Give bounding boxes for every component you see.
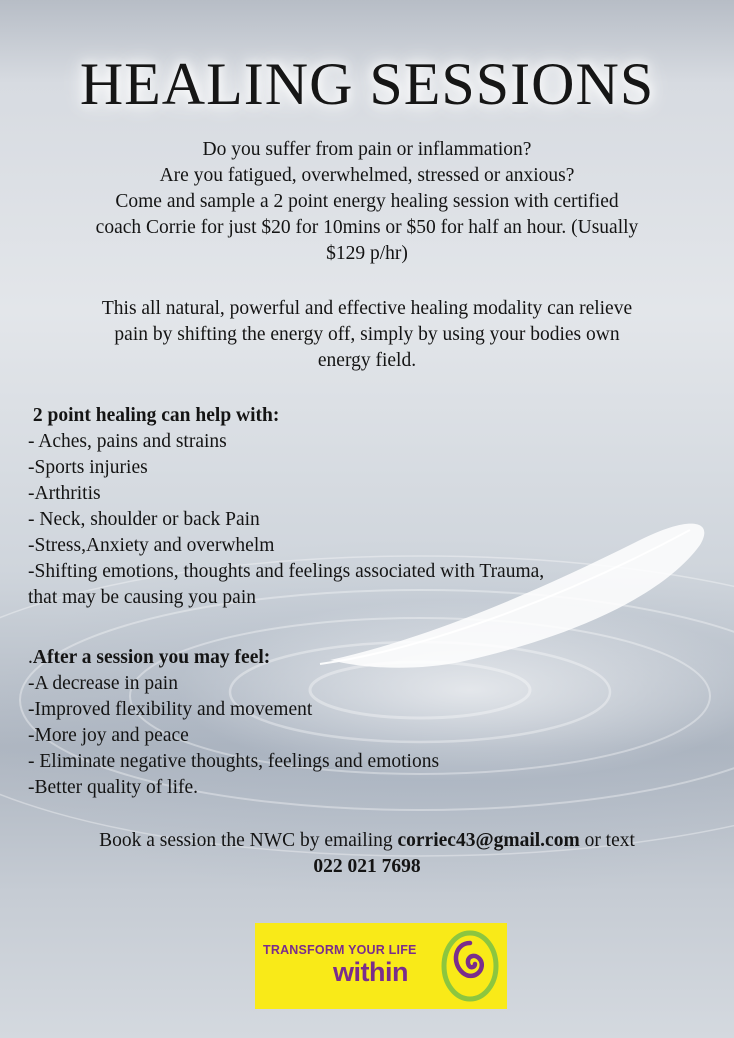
after-heading: After a session you may feel: [32, 647, 271, 668]
list-item: -Sports injuries [28, 457, 148, 478]
list-item: that may be causing you pain [28, 587, 256, 608]
page-title: HEALING SESSIONS [79, 51, 655, 117]
list-item: - Eliminate negative thoughts, feelings and emotions [28, 751, 440, 772]
list-item: - Aches, pains and strains [28, 431, 227, 452]
list-item: -Stress,Anxiety and overwhelm [28, 535, 275, 556]
spiral-icon [441, 929, 499, 1003]
list-item: -A decrease in pain [28, 673, 178, 694]
logo-line2: within [333, 957, 408, 987]
intro-line: $129 p/hr) [326, 243, 408, 264]
booking-email-link[interactable]: corriec43@gmail.com [397, 830, 580, 851]
intro-line: coach Corrie for just $20 for 10mins or $50 for half an hour. (Usually [95, 217, 639, 238]
description-line: pain by shifting the energy off, simply by using your bodies own [114, 324, 620, 345]
description-line: energy field. [317, 350, 417, 371]
after-list [28, 645, 718, 801]
help-list [28, 403, 718, 611]
transform-your-life-logo [255, 923, 507, 1009]
intro-line: Do you suffer from pain or inflammation? [202, 139, 532, 160]
booking-text-before: Book a session the NWC by emailing [99, 830, 398, 851]
list-item: -Arthritis [28, 483, 101, 504]
intro-line: Are you fatigued, overwhelmed, stressed or anxious? [159, 165, 575, 186]
after-prefix: . [28, 647, 33, 668]
list-item: -More joy and peace [28, 725, 189, 746]
list-item: -Better quality of life. [28, 777, 199, 798]
list-item: -Shifting emotions, thoughts and feelings associated with Trauma, [28, 561, 545, 582]
booking-phone[interactable]: 022 021 7698 [313, 856, 421, 877]
list-item: - Neck, shoulder or back Pain [28, 509, 260, 530]
description-line: This all natural, powerful and effective healing modality can relieve [101, 298, 633, 319]
booking-text-after: or text [579, 830, 635, 851]
after-heading-line [28, 645, 718, 671]
intro-line: Come and sample a 2 point energy healing session with certified [115, 191, 619, 212]
list-item: -Improved flexibility and movement [28, 699, 313, 720]
description-text [20, 296, 714, 374]
logo-line1: TRANSFORM YOUR LIFE [263, 943, 417, 957]
intro-text [20, 137, 714, 267]
booking-text [20, 828, 714, 880]
help-heading: 2 point healing can help with: [28, 405, 280, 426]
